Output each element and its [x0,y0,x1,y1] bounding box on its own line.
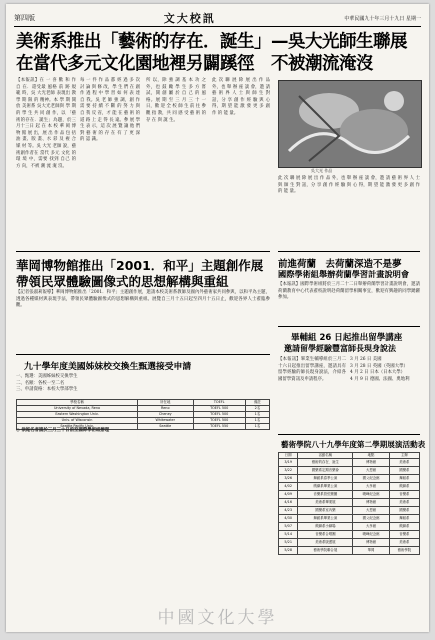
table-cell: Seattle Pacific Univ. [17,424,138,430]
table-cell: University of Nevada, Reno [17,406,138,412]
artwork-photo [278,80,422,168]
main-story-col4: 此 次 聯 展 除 展 出 作 品 外，也 舉 辦 座 談 會，邀 請 藝 術 界 人 士 與 師 生 對 話，分 享 創 作 經 驗 與 心 得，期 望 能 激 發 更 多 創 作 的 能 量。 [212,78,272,116]
table-cell: 博物館 [353,459,389,467]
story4-body: 【本報訊】畢業生輔導組於三月二十六日起推出留學講座，邀請具有留學經驗的師長現身說法，介紹各國留學資訊及申請程序。 [278,357,346,382]
story6-title: 藝術學院八十九學年度第二學期展演活動表 [281,440,426,449]
table-cell: 4/23 [279,507,298,515]
story2-body: 【記者張淑莉報導】華岡博物館推出「2001．和平」主題創作展，邀請本校美術系教師及國內外藝術家共同參與，以和平為主題，透過各種媒材與表現手法，帶領民眾體驗圖像式的思想解構與重組。展覽自三月十五日起至四月十五日止，歡迎各界人士蒞臨參觀。 [16,290,270,309]
table-cell: 曉峰紀念館 [353,531,389,539]
table-cell: 1名 [245,412,269,418]
table-row [279,467,420,475]
table-cell: 1名 [245,418,269,424]
story2-headline-2: 帶領民眾體驗圖像式的思想解構與重組 [16,274,229,289]
table-header: 活動名稱 [298,453,353,459]
table-cell: 藝術的存在．誕生 [298,459,353,467]
story5-body: 一、甄選：美國姊妹校交換學生 二、名額：各校一至二名 三、申請資格：本校大學部學生 [16,374,78,393]
main-story-col5: 此 次 聯 展 除 展 出 作 品 外，也 舉 辦 座 談 會，邀 請 藝 術 界 人 士 與 師 生 對 話，分 享 創 作 經 驗 與 心 得，期 望 能 激 發 更 多 創 作 的 能 量。 [278,176,422,195]
table-cell: 美術系版畫展 [298,539,353,547]
table-cell: 大恩館 [353,467,389,475]
table-cell: 4/09 [279,491,298,499]
table-cell: 藝術學院 [389,547,419,555]
divider [16,354,270,355]
story3-body: 【本報訊】國際學術組將於三月二十二日舉辦荷蘭學習計畫說明會，邀請荷蘭教育中心代表蒞校說明赴荷蘭留學相關事宜，歡迎有興趣的同學踴躍參加。 [278,282,420,301]
page-label: 第四版 [14,14,35,22]
table-header: 所在地 [138,400,193,406]
table-header: 備註 [245,400,269,406]
table-cell: 音樂系 [389,491,419,499]
issue-date: 中華民國九十年三月十九日 星期一 [344,15,421,22]
table-row [279,547,420,555]
table-cell: 戲劇系 [389,523,419,531]
table-header: TOEFL [193,400,245,406]
table-cell: 3/26 [279,475,298,483]
divider [16,251,270,252]
table-cell: 戲劇系小劇場 [298,523,353,531]
divider [278,326,420,327]
table-cell: 藝術學院聯合展 [298,547,353,555]
table-cell: 5/28 [279,547,298,555]
table-header: 主辦 [389,453,419,459]
story2-headline-1: 華岡博物館推出「2001．和平」主題創作展 [16,258,264,273]
table-cell: 大孝館 [353,483,389,491]
masthead: 文大校訊 [163,12,216,25]
story4-headline-2: 邀請留學經驗豐富師長現身說法 [284,344,396,353]
page-header [14,10,421,27]
story3-headline-2: 國際學術組舉辦荷蘭學習計畫說明會 [278,269,410,279]
table-cell: Eastern Washington Univ. [17,412,138,418]
story4-headline-1: 畢輔組 26 日起推出留學講座 [291,333,403,343]
table-cell: Univ. of Wisconsin [17,418,138,424]
table-cell: TOEFL 500 [193,412,245,418]
table-cell: 國樂系 [389,467,419,475]
table-cell: Whitewater [138,418,193,424]
table-row [279,491,420,499]
table-cell: Cheney [138,412,193,418]
divider [278,434,420,435]
story3-headline-1: 前進荷蘭 去荷蘭深造不是夢 [278,259,402,270]
main-headline-2: 在當代多元文化園地裡另闢蹊徑 不被潮流淹沒 [16,54,373,74]
table-cell: 大孝館 [353,523,389,531]
main-story-col2: 每 一 件 作 品 都 經 過 多 次 討 論 與 修 改，學 生 們 在 創 作 過 程 中 學 習 如 何 表 達 自 我。吳 老 師 強 調，創 作 需 要 持 續 不 斷 的 努 力 與 自 我 反 省，才 能 在 藝 術 的 道 路 上 走 得 長 遠。參 展 學 生 表 示，這 次 展 覽 讓 他 們 對 藝 術 的 存 在 有 了 更 深 的 認 識。 [80,78,142,143]
table-cell: 國樂系定期音樂會 [298,467,353,475]
table-cell: 博物館 [353,499,389,507]
table-cell: 戲劇系畢業公演 [298,483,353,491]
table-cell: 音樂系 [389,531,419,539]
notice-area [16,444,270,594]
table-cell: 音樂系管弦樂團 [298,491,353,499]
table-cell: 華岡 [353,547,389,555]
table-cell: 5/21 [279,539,298,547]
table-cell: 舞蹈系 [389,515,419,523]
main-story-col3: 所 以，除 強 調 基 本 功 之 外，也 鼓 勵 學 生 多 方 嘗 試，開 創 屬 於 自 己 的 風 格。展 期 至 三 月 三 十 一 日，歡 迎 全 校 師 生 前 往 參 觀 指 教，共 同 感 受 藝 術 的 存 在 與 誕 生。 [146,78,208,123]
table-cell: 國父紀念館 [353,475,389,483]
table-cell: 大恩館 [353,507,389,515]
table-cell: 5/07 [279,523,298,531]
table-cell: 音樂系合唱團 [298,531,353,539]
table-cell: Reno [138,406,193,412]
table-cell: TOEFL 550 [193,424,245,430]
main-story-col1: 【本報訊】在 一 喜 歡 和 作 自 在．還受最 風格 前 跡 規 範 時，吳 大光老師 表現出 教 學 期 限 的 精神。本 學 期 開 放 美術系 吳大光老師與 學 期 的 學 生 共 同 創 作，以 「藝術的存在．誕生」為題，於三月十三日 起 在 本 校 華 岡 博 物 館 展 出，展 出 作 品 包 括 油 畫、版 畫、水 彩 及 複 合 媒 材 等。吳 大光 老師 說，藝術創作者在 當代 多元 文化 的 環 境 中，需要 找到 自己 的 方 向，不被 潮 流 淹 沒。 [16,78,78,169]
table-cell: 國樂系 [389,507,419,515]
table-row [279,483,420,491]
table-cell: 舞蹈系春季公演 [298,475,353,483]
table-header: 地點 [353,453,389,459]
table-cell: 國樂系室內樂 [298,507,353,515]
main-headline-1: 美術系推出「藝術的存在．誕生」—吳大光師生聯展 [16,32,407,52]
table-row [279,459,420,467]
table-cell: 美術系 [389,539,419,547]
newspaper-page [6,4,429,632]
story5-title: 九十學年度美國姊妹校交換生甄選接受申請 [24,362,192,372]
table-header: 日期 [279,453,298,459]
table-cell: TOEFL 500 [193,418,245,424]
watermark: 中國文化大學 [157,608,278,628]
table-cell: 博物館 [353,539,389,547]
table-row [279,499,420,507]
story5-footer: ◎ 欲報名者請於三月三十日前至國際學術組辦理 [16,428,110,433]
table-row [279,507,420,515]
table-cell: 美術系 [389,499,419,507]
table-cell: Seattle [138,424,193,430]
table-cell: 2名 [245,406,269,412]
table-header: 學校名稱 [17,400,138,406]
table-cell: 4/16 [279,499,298,507]
table-row [279,523,420,531]
table-cell: 1名 [245,424,269,430]
photo-caption: 吳大光 作品 [311,168,333,173]
table-cell: 5/14 [279,531,298,539]
divider [278,251,420,252]
table-cell: 曉峰紀念館 [353,491,389,499]
table-cell: 4/30 [279,515,298,523]
table-cell: 國父紀念館 [353,515,389,523]
table-cell: 舞蹈系畢業公演 [298,515,353,523]
table-cell: TOEFL 500 [193,406,245,412]
table-cell: 3/19 [279,459,298,467]
exchange-table [16,399,270,430]
table-cell: 3/22 [279,467,298,475]
table-cell: 舞蹈系 [389,475,419,483]
story4-schedule: 3 月 26 日 美國 3 月 28 日 英國（英國大學） 4 月 2 日 日本（日本大學） 4 月 9 日 德國、法國、奧地利 [350,357,410,382]
events-table [278,452,420,555]
table-cell: 戲劇系 [389,483,419,491]
table-cell: 美術系畢業展 [298,499,353,507]
table-cell: 美術系 [389,459,419,467]
table-cell: 4/02 [279,483,298,491]
table-row [279,515,420,523]
table-row [279,475,420,483]
table-row [279,531,420,539]
table-row [279,539,420,547]
